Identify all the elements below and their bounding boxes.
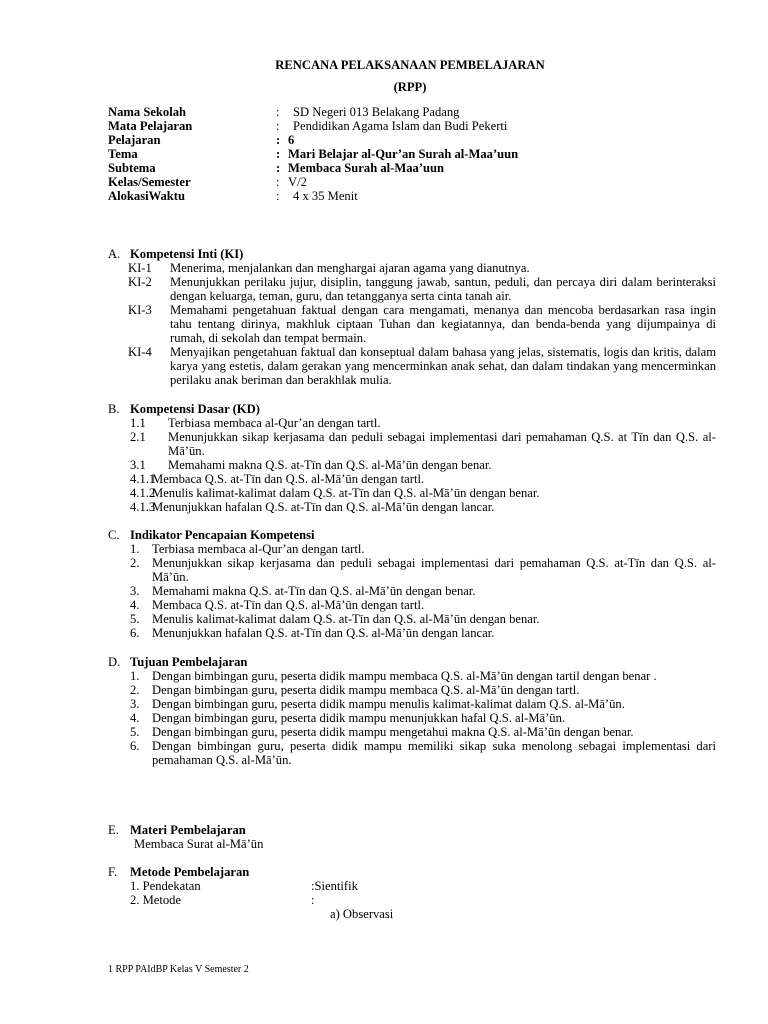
tujuan-item: 2. Dengan bimbingan guru, peserta didik mampu membaca Q.S. al-Mā’ūn dengan tartl. <box>130 683 580 697</box>
meta-label: Pelajaran <box>108 133 161 147</box>
meta-value: Pendidikan Agama Islam dan Budi Pekerti <box>293 119 508 133</box>
ipk-item: 3. Memahami makna Q.S. at-Tīn dan Q.S. al-Mā’ūn dengan benar. <box>130 584 476 598</box>
ipk-item: 4. Membaca Q.S. at-Tīn dan Q.S. al-Mā’ūn dengan tartl. <box>130 598 425 612</box>
section-ki <box>108 247 716 387</box>
section-heading: F. Metode Pembelajaran <box>108 865 250 879</box>
kd-item: 3.1 Memahami makna Q.S. at-Tīn dan Q.S. al-Mā’ūn dengan benar. <box>130 458 492 472</box>
ki-item: KI-1 Menerima, menjalankan dan menghargai ajaran agama yang dianutnya. <box>128 261 530 275</box>
section-heading: A. Kompetensi Inti (KI) <box>108 247 244 261</box>
section-heading: E. Materi Pembelajaran <box>108 823 246 837</box>
meta-value: Membaca Surah al-Maa’uun <box>288 161 445 175</box>
ki-item: KI-2 Menunjukkan perilaku jujur, disiplin, tanggung jawab, santun, peduli, dan percaya diri dalam berinteraksi dengan keluarga, teman, guru, dan tetangganya serta cinta tanah air. <box>128 275 716 303</box>
meta-label: AlokasiWaktu <box>108 189 185 203</box>
materi-text: Membaca Surat al-Mā’ūn <box>134 837 264 851</box>
identity-block <box>108 105 708 203</box>
tujuan-item: 6. Dengan bimbingan guru, peserta didik mampu memiliki sikap suka menolong sebagai implementasi dari pemahaman Q.S. al-Mā’ūn. <box>130 739 716 767</box>
meta-value: 6 <box>288 133 295 147</box>
section-kd <box>108 402 716 514</box>
meta-value: SD Negeri 013 Belakang Padang <box>293 105 460 119</box>
meta-label: Subtema <box>108 161 156 175</box>
meta-row: Kelas/Semester : V/2 <box>108 175 307 189</box>
kd-item: 4.1.2 Menulis kalimat-kalimat dalam Q.S. at-Tīn dan Q.S. al-Mā’ūn dengan benar. <box>130 486 540 500</box>
ipk-item: 5. Menulis kalimat-kalimat dalam Q.S. at-Tīn dan Q.S. al-Mā’ūn dengan benar. <box>130 612 540 626</box>
kd-item: 4.1.1 Membaca Q.S. at-Tīn dan Q.S. al-Mā’ūn dengan tartl. <box>130 472 425 486</box>
metode-row: 1. Pendekatan :Sientifik <box>130 879 358 893</box>
meta-row: Tema : Mari Belajar al-Qur’an Surah al-Maa’uun <box>108 147 519 161</box>
tujuan-item: 1. Dengan bimbingan guru, peserta didik mampu membaca Q.S. al-Mā’ūn dengan tartil dengan benar . <box>130 669 657 683</box>
metode-sub: a) Observasi <box>330 907 394 921</box>
section-heading: B. Kompetensi Dasar (KD) <box>108 402 260 416</box>
tujuan-item: 4. Dengan bimbingan guru, peserta didik mampu menunjukkan hafal Q.S. al-Mā’ūn. <box>130 711 566 725</box>
tujuan-item: 5. Dengan bimbingan guru, peserta didik mampu mengetahui makna Q.S. al-Mā’ūn dengan benar. <box>130 725 634 739</box>
ki-item: KI-4 Menyajikan pengetahuan faktual dan konseptual dalam bahasa yang jelas, sistematis, logis dan kritis, dalam karya yang estetis, dalam gerakan yang mencerminkan anak sehat, dan dalam tindakan yang mencerminkan perilaku anak beriman dan berakhlak mulia. <box>128 345 716 387</box>
section-ipk <box>108 528 716 640</box>
meta-row: Subtema : Membaca Surah al-Maa’uun <box>108 161 445 175</box>
meta-label: Mata Pelajaran <box>108 119 193 133</box>
document-subtitle: (RPP) <box>393 80 427 94</box>
page-footer: 1 RPP PAIdBP Kelas V Semester 2 <box>108 964 249 975</box>
tujuan-item: 3. Dengan bimbingan guru, peserta didik mampu menulis kalimat-kalimat dalam Q.S. al-Mā’ūn. <box>130 697 625 711</box>
ipk-item: 1. Terbiasa membaca al-Qur’an dengan tartl. <box>130 542 365 556</box>
meta-row: Pelajaran : 6 <box>108 133 295 147</box>
section-tujuan <box>108 655 716 767</box>
meta-label: Nama Sekolah <box>108 105 187 119</box>
document-title: RENCANA PELAKSANAAN PEMBELAJARAN <box>275 58 545 72</box>
meta-row: AlokasiWaktu : 4 x 35 Menit <box>108 189 358 203</box>
ipk-item: 2. Menunjukkan sikap kerjasama dan peduli sebagai implementasi dari pemahaman Q.S. at-Tīn dan Q.S. al-Mā’ūn. <box>130 556 716 584</box>
meta-value: V/2 <box>288 175 307 189</box>
meta-label: Kelas/Semester <box>108 175 191 189</box>
meta-row: Mata Pelajaran : Pendidikan Agama Islam dan Budi Pekerti <box>108 119 508 133</box>
ki-item: KI-3 Memahami pengetahuan faktual dengan cara mengamati, menanya dan mencoba berdasarkan rasa ingin tahu tentang dirinya, makhluk ciptaan Tuhan dan kegiatannya, dan benda-benda yang dijumpainya di rumah, di sekolah dan tempat bermain. <box>128 303 716 345</box>
metode-row: 2. Metode : <box>130 893 315 907</box>
section-heading: D. Tujuan Pembelajaran <box>108 655 248 669</box>
kd-item: 4.1.3 Menunjukkan hafalan Q.S. at-Tīn dan Q.S. al-Mā’ūn dengan lancar. <box>130 500 495 514</box>
meta-row: Nama Sekolah : SD Negeri 013 Belakang Padang <box>108 105 460 119</box>
section-materi <box>108 823 716 851</box>
section-heading: C. Indikator Pencapaian Kompetensi <box>108 528 315 542</box>
kd-item: 1.1 Terbiasa membaca al-Qur’an dengan tartl. <box>130 416 381 430</box>
meta-label: Tema <box>108 147 138 161</box>
meta-value: Mari Belajar al-Qur’an Surah al-Maa’uun <box>288 147 519 161</box>
section-metode <box>108 865 716 921</box>
kd-item: 2.1 Menunjukkan sikap kerjasama dan peduli sebagai implementasi dari pemahaman Q.S. at Tīn dan Q.S. al-Mā’ūn. <box>130 430 716 458</box>
ipk-item: 6. Menunjukkan hafalan Q.S. at-Tīn dan Q.S. al-Mā’ūn dengan lancar. <box>130 626 495 640</box>
meta-value: 4 x 35 Menit <box>293 189 358 203</box>
